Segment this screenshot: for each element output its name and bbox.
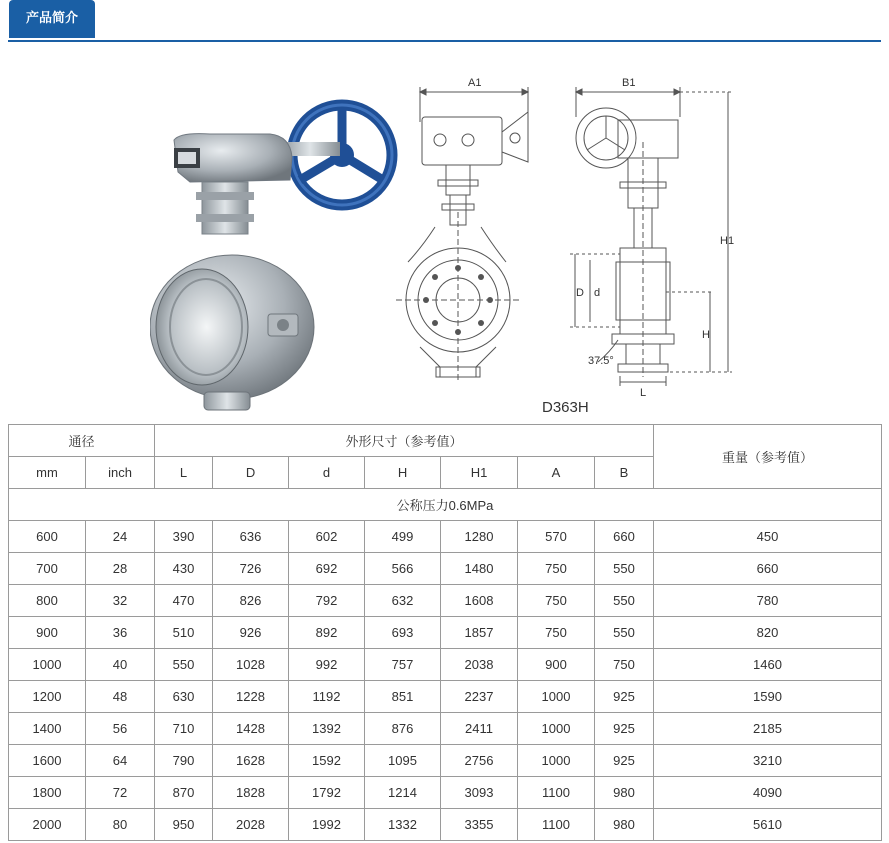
table-cell: 1792: [289, 777, 365, 809]
table-cell: 692: [289, 553, 365, 585]
table-cell: 64: [86, 745, 155, 777]
col-d-upper: D: [213, 457, 289, 489]
col-h1: H1: [441, 457, 518, 489]
table-cell: 750: [595, 649, 654, 681]
table-cell: 1028: [213, 649, 289, 681]
table-cell: 992: [289, 649, 365, 681]
table-cell: 700: [9, 553, 86, 585]
table-cell: 826: [213, 585, 289, 617]
table-cell: 876: [365, 713, 441, 745]
table-row: [9, 521, 882, 553]
table-cell: 757: [365, 649, 441, 681]
table-cell: 1828: [213, 777, 289, 809]
table-cell: 750: [518, 553, 595, 585]
table-cell: 28: [86, 553, 155, 585]
col-a: A: [518, 457, 595, 489]
table-cell: 570: [518, 521, 595, 553]
table-cell: 2028: [213, 809, 289, 841]
table-cell: 636: [213, 521, 289, 553]
spec-table: [8, 424, 882, 841]
table-cell: 660: [595, 521, 654, 553]
table-cell: 792: [289, 585, 365, 617]
table-cell: 750: [518, 617, 595, 649]
table-cell: 925: [595, 713, 654, 745]
table-cell: 1100: [518, 809, 595, 841]
table-cell: 1100: [518, 777, 595, 809]
table-cell: 1214: [365, 777, 441, 809]
table-cell: 1590: [654, 681, 882, 713]
table-cell: 750: [518, 585, 595, 617]
table-cell: 2000: [9, 809, 86, 841]
table-cell: 3210: [654, 745, 882, 777]
tab-product-intro[interactable]: 产品简介: [9, 0, 95, 38]
table-cell: 566: [365, 553, 441, 585]
table-cell: 1000: [518, 745, 595, 777]
table-cell: 1628: [213, 745, 289, 777]
table-cell: 1228: [213, 681, 289, 713]
table-cell: 40: [86, 649, 155, 681]
col-mm: mm: [9, 457, 86, 489]
table-row: [9, 617, 882, 649]
side-view-drawing: [570, 87, 735, 386]
table-cell: 1608: [441, 585, 518, 617]
table-cell: 1600: [9, 745, 86, 777]
table-cell: 24: [86, 521, 155, 553]
table-cell: 4090: [654, 777, 882, 809]
table-cell: 1000: [518, 681, 595, 713]
valve-photo: [150, 105, 392, 410]
table-cell: 2185: [654, 713, 882, 745]
table-cell: 2756: [441, 745, 518, 777]
table-row: [9, 777, 882, 809]
col-inch: inch: [86, 457, 155, 489]
col-h: H: [365, 457, 441, 489]
label-h1: H1: [720, 235, 735, 247]
table-cell: 790: [155, 745, 213, 777]
table-cell: 851: [365, 681, 441, 713]
table-cell: 900: [518, 649, 595, 681]
table-cell: 980: [595, 777, 654, 809]
table-cell: 1192: [289, 681, 365, 713]
table-cell: 710: [155, 713, 213, 745]
table-body: [9, 521, 882, 841]
front-view-drawing: [396, 87, 528, 382]
table-cell: 630: [155, 681, 213, 713]
table-cell: 900: [9, 617, 86, 649]
table-cell: 870: [155, 777, 213, 809]
product-figure: [150, 62, 740, 422]
table-cell: 56: [86, 713, 155, 745]
tab-bar: [8, 0, 881, 42]
header-nominal-size: 通径: [9, 425, 155, 457]
table-cell: 550: [595, 553, 654, 585]
table-cell: 32: [86, 585, 155, 617]
table-row: [9, 585, 882, 617]
label-l: L: [640, 387, 647, 399]
table-cell: 430: [155, 553, 213, 585]
table-cell: 1000: [9, 649, 86, 681]
col-d-lower: d: [289, 457, 365, 489]
table-cell: 1800: [9, 777, 86, 809]
table-cell: 1332: [365, 809, 441, 841]
table-cell: 36: [86, 617, 155, 649]
table-row: [9, 681, 882, 713]
table-cell: 660: [654, 553, 882, 585]
table-cell: 820: [654, 617, 882, 649]
table-cell: 1095: [365, 745, 441, 777]
table-cell: 510: [155, 617, 213, 649]
label-d-lower: d: [594, 287, 601, 299]
table-row: [9, 809, 882, 841]
table-cell: 1280: [441, 521, 518, 553]
table-cell: 693: [365, 617, 441, 649]
table-cell: 726: [213, 553, 289, 585]
table-cell: 1392: [289, 713, 365, 745]
table-cell: 950: [155, 809, 213, 841]
table-row: [9, 713, 882, 745]
table-cell: 499: [365, 521, 441, 553]
header-dimensions: 外形尺寸（参考值）: [155, 425, 654, 457]
table-row: [9, 745, 882, 777]
table-cell: 1200: [9, 681, 86, 713]
table-cell: 450: [654, 521, 882, 553]
label-angle: 37.5°: [588, 355, 614, 367]
table-cell: 2237: [441, 681, 518, 713]
table-cell: 550: [595, 585, 654, 617]
table-cell: 390: [155, 521, 213, 553]
table-cell: 2411: [441, 713, 518, 745]
table-cell: 72: [86, 777, 155, 809]
table-cell: 1460: [654, 649, 882, 681]
table-cell: 3093: [441, 777, 518, 809]
table-cell: 600: [9, 521, 86, 553]
table-cell: 892: [289, 617, 365, 649]
table-row: [9, 553, 882, 585]
table-cell: 632: [365, 585, 441, 617]
table-cell: 80: [86, 809, 155, 841]
table-cell: 550: [595, 617, 654, 649]
label-d-upper: D: [576, 287, 584, 299]
label-a1: A1: [468, 77, 482, 89]
table-cell: 2038: [441, 649, 518, 681]
table-cell: 470: [155, 585, 213, 617]
table-cell: 1857: [441, 617, 518, 649]
table-cell: 5610: [654, 809, 882, 841]
table-cell: 1992: [289, 809, 365, 841]
table-cell: 780: [654, 585, 882, 617]
table-cell: 1428: [213, 713, 289, 745]
table-cell: 1592: [289, 745, 365, 777]
table-cell: 925: [595, 745, 654, 777]
header-weight: 重量（参考值）: [654, 425, 882, 489]
table-cell: 926: [213, 617, 289, 649]
table-cell: 1000: [518, 713, 595, 745]
pressure-row: 公称压力0.6MPa: [9, 489, 882, 521]
table-cell: 3355: [441, 809, 518, 841]
table-cell: 925: [595, 681, 654, 713]
col-l: L: [155, 457, 213, 489]
table-cell: 1480: [441, 553, 518, 585]
col-b: B: [595, 457, 654, 489]
table-row: [9, 649, 882, 681]
table-cell: 1400: [9, 713, 86, 745]
table-cell: 800: [9, 585, 86, 617]
label-h: H: [702, 329, 710, 341]
model-label: D363H: [542, 399, 589, 416]
table-cell: 550: [155, 649, 213, 681]
table-cell: 980: [595, 809, 654, 841]
label-b1: B1: [622, 77, 636, 89]
table-cell: 48: [86, 681, 155, 713]
table-cell: 602: [289, 521, 365, 553]
